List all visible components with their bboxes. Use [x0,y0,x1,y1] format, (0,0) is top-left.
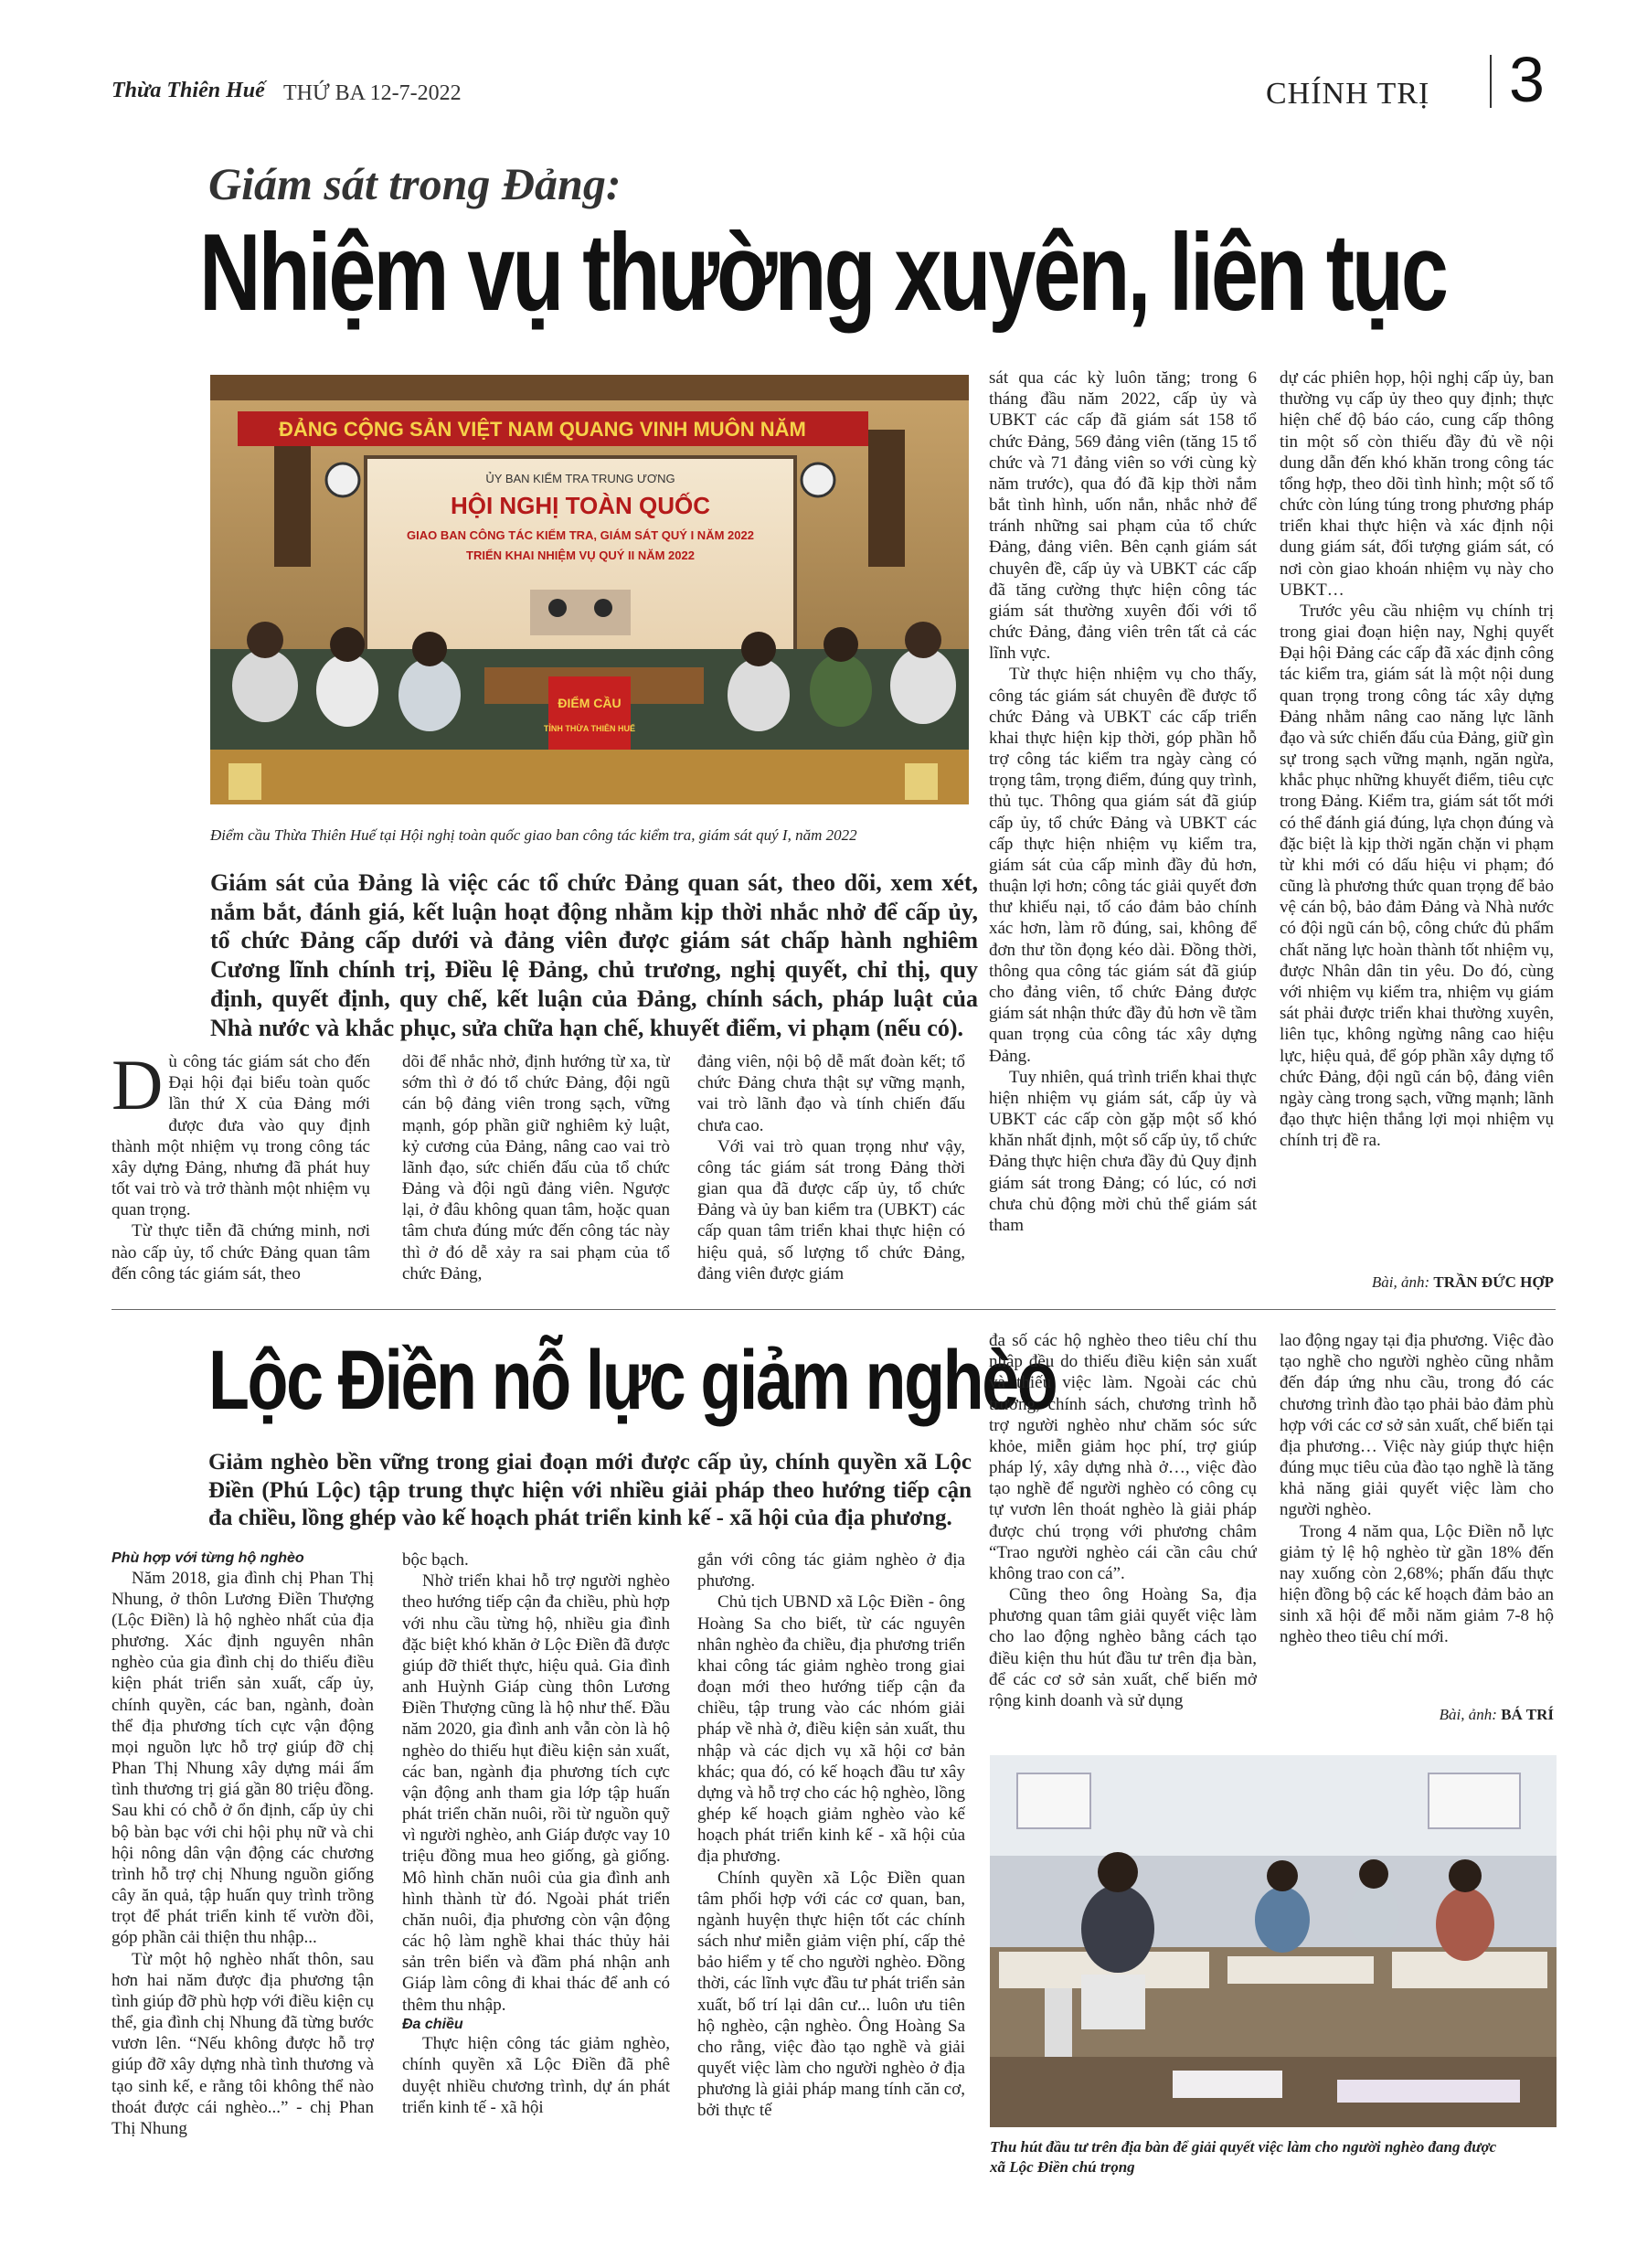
article1-col5-para2: Trước yêu cầu nhiệm vụ chính trị trong giai đoạn hiện nay, Nghị quyết Đại hội Đảng các cấp đã xác định công tác kiểm tra, giám sát là một nội dung quan trọng trong công tác xây dựng Đảng nhằm nâng cao năng lực lãnh đạo và sức chiến đấu của Đảng, giữ gìn sự trong sạch vững mạnh, ngăn ngừa, khắc phục những khuyết điểm, tiêu cực trong Đảng. Kiểm tra, giám sát tốt mới có thể đánh giá đúng, lựa chọn đúng và đặc biệt là kịp thời ngăn chặn vi phạm từ khi mới có dấu hiệu vi phạm; đó cũng là phương thức quan trọng để bảo vệ cán bộ, bảo đảm Đảng và Nhà nước có đội ngũ cán bộ, công chức đủ phẩm chất năng lực hoàn thành tốt nhiệm vụ, được Nhân dân tin yêu. Do đó, cùng với nhiệm vụ kiểm tra, nhiệm vụ giám sát phải được triển khai thường xuyên, liên tục, không ngừng nâng cao hiệu lực, hiệu quả, để góp phần xây dựng tổ chức Đảng, đội ngũ cán bộ, đảng viên ngày càng trong sạch, vững mạnh; lãnh đạo thực hiện thắng lợi mọi nhiệm vụ chính trị đề ra. [1280,601,1554,1151]
article2-col2-para1: bộc bạch. [402,1550,469,1570]
article1-column-2 [402,1051,670,1298]
article2-col2-para2: Nhờ triển khai hỗ trợ người nghèo theo hướng tiếp cận đa chiều, phù hợp với nhu cầu từng hộ, nhiều gia đình đặc biệt khó khăn ở Lộc Điền đã được giúp đỡ thiết thực, hiệu quả. Gia đình anh Huỳnh Giáp cùng thôn Lương Điền Thượng cũng là hộ như thế. Đầu năm 2020, gia đình anh vẫn còn là hộ nghèo do thiếu hụt điều kiện sản xuất, các ban, ngành địa phương tích cực vận động anh tham gia lớp tập huấn phát triển chăn nuôi, rồi từ nguồn quỹ vì người nghèo, anh Giáp được vay 10 triệu đồng mua heo giống, gà giống. Mô hình chăn nuôi của gia đình anh hình thành từ đó. Ngoài phát triển chăn nuôi, địa phương còn vận động các hộ làm nghề khai thác thủy hải sản trên biển và đầm phá nhận anh Giáp làm công đi khai thác để anh có thêm thu nhập. [402,1571,670,2015]
sign-line1: ĐIỂM CẦU [558,696,622,710]
article2-col2-para3: Thực hiện công tác giảm nghèo, chính quyền xã Lộc Điền đã phê duyệt nhiều chương trình, dự án phát triển kinh tế - xã hội [402,2034,670,2117]
article2-col3-para2: Chủ tịch UBND xã Lộc Điền - ông Hoàng Sa cho biết, từ các nguyên nhân nghèo đa chiều, địa phương triển khai công tác giảm nghèo trong giai đoạn mới theo hướng tiếp cận đa chiều, tập trung vào các nhóm giải pháp về nhà ở, điều kiện sản xuất, thu nhập và các dịch vụ xã hội cơ bản khác; qua đó, có kế hoạch đầu tư xây dựng và hỗ trợ cho các hộ nghèo, lồng ghép kế hoạch giảm nghèo vào kế hoạch phát triển kinh kế - xã hội của địa phương. [697,1592,965,1867]
article1-column-3 [697,1051,965,1298]
article1-photo [210,375,969,804]
article2-column-3 [697,1549,965,2180]
article1-column-4 [989,367,1257,1298]
screen-line3: TRIỂN KHAI NHIỆM VỤ QUÝ II NĂM 2022 [466,548,695,562]
article2-col5-para2: Trong 4 năm qua, Lộc Điền nỗ lực giảm tỷ lệ hộ nghèo từ gần 18% đến nay xuống còn 2,68%; phấn đấu thực hiện đồng bộ các kế hoạch đảm bảo an sinh xã hội để mỗi năm giảm 7-8 hộ nghèo theo tiêu chí mới. [1280,1521,1554,1647]
article1-kicker: Giám sát trong Đảng: [208,158,622,209]
article1-column-1 [112,1051,370,1298]
article2-column-1 [112,1549,374,2171]
newspaper-name: Thừa Thiên Huế [112,79,265,102]
article2-col5-para1: lao động ngay tại địa phương. Việc đào tạo nghề cho người nghèo cũng nhằm đến đáp ứng nhu cầu, trong đó các chương trình đào tạo phải bảo đảm phù hợp với các cơ sở sản xuất, chế biến tại địa phương… Việc này giúp thực hiện đúng mục tiêu của đào tạo nghề là tăng khả năng giải quyết việc làm cho người nghèo. [1280,1331,1554,1520]
screen-line2: GIAO BAN CÔNG TÁC KIỂM TRA, GIÁM SÁT QUÝ I NĂM 2022 [407,528,754,542]
article1-title: Nhiệm vụ thường xuyên, liên tục [199,211,1446,334]
section-name: CHÍNH TRỊ [1266,77,1430,111]
article1-col4-para3: Tuy nhiên, quá trình triển khai thực hiện nhiệm vụ giám sát, cấp ủy và UBKT các cấp còn gặp một số khó khăn nhất định, một số cấp ủy, tổ chức Đảng thực hiện chưa đầy đủ Quy định giám sát trong Đảng; có lúc, có nơi chưa chủ động mời chủ thể giám sát tham [989,1067,1257,1235]
screen-title: HỘI NGHỊ TOÀN QUỐC [450,492,711,519]
article2-byline [1280,1706,1554,1724]
article1-col2-para1: dõi để nhắc nhở, định hướng từ xa, từ sớm thì ở đó tổ chức Đảng, đội ngũ cán bộ đảng viên trong sạch, vững mạnh, góp phần giữ nghiêm kỷ luật, kỷ cương của Đảng, nâng cao vai trò lãnh đạo, sức chiến đấu của tổ chức Đảng và đội ngũ đảng viên. Ngược lại, ở đâu không quan tâm, hoặc quan tâm chưa đúng mức đến công tác này thì ở đó dễ xảy ra sai phạm của tổ chức Đảng, [402,1052,670,1283]
article2-col4-para2: Cũng theo ông Hoàng Sa, địa phương quan tâm giải quyết việc làm cho lao động nghèo bằng cách tạo điều kiện thu hút đầu tư trên địa bàn, để các cơ sở sản xuất, chế biến mở rộng kinh doanh và sử dụng [989,1585,1257,1710]
article1-byline [1280,1273,1554,1292]
article1-col1-para2: Từ thực tiễn đã chứng minh, nơi nào cấp ủy, tổ chức Đảng quan tâm đến công tác giám sát, theo [112,1221,370,1283]
article1-byline-prefix: Bài, ảnh: [1371,1273,1430,1291]
article1-byline-name: TRẦN ĐỨC HỢP [1433,1273,1554,1291]
header-divider [1490,55,1492,108]
article2-byline-name: BÁ TRÍ [1501,1706,1554,1723]
article1-column-5 [1280,367,1554,1259]
banner-text: ĐẢNG CỘNG SẢN VIỆT NAM QUANG VINH MUÔN NĂM [279,418,806,441]
article2-lead: Giảm nghèo bền vững trong giai đoạn mới được cấp ủy, chính quyền xã Lộc Điền (Phú Lộc) tập trung thực hiện với nhiều giải pháp theo hướng tiếp cận đa chiều, lồng ghép vào kế hoạch phát triển kinh kế - xã hội của địa phương. [208,1450,972,1530]
article2-col3-para1: gắn với công tác giảm nghèo ở địa phương. [697,1550,965,1592]
article1-photo-caption: Điểm cầu Thừa Thiên Huế tại Hội nghị toàn quốc giao ban công tác kiểm tra, giám sát quý I, năm 2022 [210,826,857,844]
article1-col3-para2: Với vai trò quan trọng như vậy, công tác giám sát trong Đảng thời gian qua đã được cấp ủy, tổ chức Đảng và ủy ban kiểm tra (UBKT) các cấp quan tâm triển khai thực hiện có hiệu quả, số lượng tổ chức Đảng, đảng viên được giám [697,1136,965,1283]
article1-lead: Giám sát của Đảng là việc các tổ chức Đảng quan sát, theo dõi, xem xét, nắm bắt, đánh giá, kết luận hoạt động nhằm kịp thời nhắc nhở để cấp ủy, tổ chức Đảng cấp dưới và đảng viên được giám sát chấp hành nghiêm Cương lĩnh chính trị, Điều lệ Đảng, chủ trương, nghị quyết, chỉ thị, quy định, quyết định, quy chế, kết luận của Đảng, chính sách, pháp luật của Nhà nước và khắc phục, sửa chữa hạn chế, khuyết điểm, vi phạm (nếu có). [210,869,978,1041]
article2-subhead-1: Phù hợp với từng hộ nghèo [112,1550,304,1566]
article2-col1-para2: Từ một hộ nghèo nhất thôn, sau hơn hai năm được địa phương tận tình giúp đỡ phù hợp với điều kiện cụ thể, gia đình chị Nhung đã từng bước vươn lên. “Nếu không được hỗ trợ giúp đỡ xây dựng nhà tình thương và tạo sinh kế, e rằng tôi không thể nào thoát được cái nghèo...” - chị Phan Thị Nhung [112,1949,374,2138]
article2-subhead-2: Đa chiều [402,2016,463,2032]
article1-col4-para1: sát qua các kỳ luôn tăng; trong 6 tháng đầu năm 2022, cấp ủy và UBKT các cấp đã giám sát 158 tổ chức Đảng, 569 đảng viên (tăng 15 tổ chức và 71 đảng viên so với cùng kỳ năm trước), qua đó đã kịp thời nắm bắt tình hình, uốn nắn, nhắc nhở để tránh những sai phạm của tổ chức Đảng, đảng viên. Bên cạnh giám sát chuyên đề, cấp ủy và UBKT các cấp đã tăng cường thực hiện công tác giám sát thường xuyên đối với tổ chức Đảng, đảng viên trên tất cả các lĩnh vực. [989,368,1257,664]
article2-col3-para3: Chính quyền xã Lộc Điền quan tâm phối hợp với các cơ quan, ban, ngành huyện thực hiện tốt các chính sách như miễn giảm viện phí, cấp thẻ bảo hiểm y tế cho người nghèo. Đồng thời, các lĩnh vực đầu tư phát triển sản xuất, bố trí lại dân cư... luôn ưu tiên hộ nghèo, cận nghèo. Ông Hoàng Sa cho rằng, việc đào tạo nghề và giải quyết việc làm cho người nghèo ở địa phương là giải pháp mang tính căn cơ, bởi thực tế [697,1868,965,2121]
article1-col3-para1: đảng viên, nội bộ dễ mất đoàn kết; tổ chức Đảng chưa thật sự vững mạnh, vai trò lãnh đạo và tính chiến đấu chưa cao. [697,1052,965,1135]
article2-photo [990,1755,1557,2127]
article2-column-5 [1280,1330,1554,1691]
screen-org: ỦY BAN KIỂM TRA TRUNG ƯƠNG [485,472,675,485]
dropcap: D [112,1051,164,1124]
article2-col4-para1: đa số các hộ nghèo theo tiêu chí thu nhập đều do thiếu điều kiện sản xuất và thiếu việc làm. Ngoài các chủ trương, chính sách, chương trình hỗ trợ người nghèo như chăm sóc sức khỏe, miễn giảm học phí, trợ giúp pháp lý, xây dựng nhà ở…, việc đào tạo nghề để người nghèo có công cụ tự vươn lên thoát nghèo là giải pháp được chú trọng với phương châm “Trao người nghèo cái cần câu chứ không trao con cá”. [989,1331,1257,1583]
issue-date: THỨ BA 12-7-2022 [283,81,462,105]
article2-column-2 [402,1549,670,2180]
article2-title: Lộc Điền nỗ lực giảm nghèo [208,1334,1057,1427]
page-number: 3 [1509,44,1545,115]
article-divider [112,1309,1556,1310]
article1-col4-para2: Từ thực hiện nhiệm vụ cho thấy, công tác giám sát chuyên đề được tổ chức Đảng và UBKT các cấp triển khai thực hiện kịp thời, góp phần hỗ trợ công tác kiểm tra ngày càng có trọng tâm, trọng điểm, đúng quy trình, thủ tục. Thông qua giám sát đã giúp cấp ủy, tổ chức Đảng và UBKT các cấp thực hiện nhiệm vụ kiểm tra, giám sát của cấp mình đầy đủ hơn, thuận lợi hơn; công tác giải quyết đơn thư khiếu nại, tố cáo đảm bảo chính xác hơn, làm rõ đúng, sai, không để đơn thư tồn đọng kéo dài. Đồng thời, thông qua công tác giám sát đã giúp cho đảng viên, tổ chức Đảng được giám sát nhận thức đầy đủ hơn về tầm quan trọng của công tác xây dựng Đảng. [989,665,1257,1066]
article1-col1-para1: ù công tác giám sát cho đến Đại hội đại biểu toàn quốc lần thứ X của Đảng mới được đưa vào quy định thành một nhiệm vụ trong công tác xây dựng Đảng, nhưng đã phát huy tốt vai trò và trở thành một nhiệm vụ quan trọng. [112,1052,370,1220]
article1-col5-para1: dự các phiên họp, hội nghị cấp ủy, ban thường vụ cấp ủy theo quy định; thực hiện chế độ báo cáo, cung cấp thông tin một số còn thiếu đầy đủ về nội dung dẫn đến khó khăn trong công tác tổng hợp, theo dõi tình hình; một số tổ chức còn lúng túng trong phương pháp triển khai thực hiện và xác định nội dung giám sát, đối tượng giám sát, có nơi còn giao khoán nhiệm vụ này cho UBKT… [1280,368,1554,600]
sign-line2: TỈNH THỪA THIÊN HUẾ [543,724,636,733]
article2-col1-para1: Năm 2018, gia đình chị Phan Thị Nhung, ở thôn Lương Điền Thượng (Lộc Điền) là hộ nghèo nhất của địa phương. Xác định nguyên nhân nghèo của gia đình chị do thiếu điều kiện phát triển sản xuất, cấp ủy, chính quyền, các ban, ngành, đoàn thể địa phương tích cực vận động mọi nguồn lực hỗ trợ giúp đỡ chị Phan Thị Nhung xây dựng mái ấm tình thương trị giá gần 80 triệu đồng. Sau khi có chỗ ở ổn định, cấp ủy chi bộ bàn bạc với chi hội phụ nữ và chi hội nông dân vận động các chương trình hỗ trợ chị Nhung nguồn giống cây ăn quả, tập huấn quy trình trồng trọt để phát triển kinh tế vườn đồi, góp phần cải thiện thu nhập... [112,1568,374,1948]
article2-byline-prefix: Bài, ảnh: [1439,1706,1497,1723]
article2-photo-caption: Thu hút đầu tư trên địa bàn để giải quyết việc làm cho người nghèo đang được xã Lộc Điền chú trọng [990,2138,1497,2177]
